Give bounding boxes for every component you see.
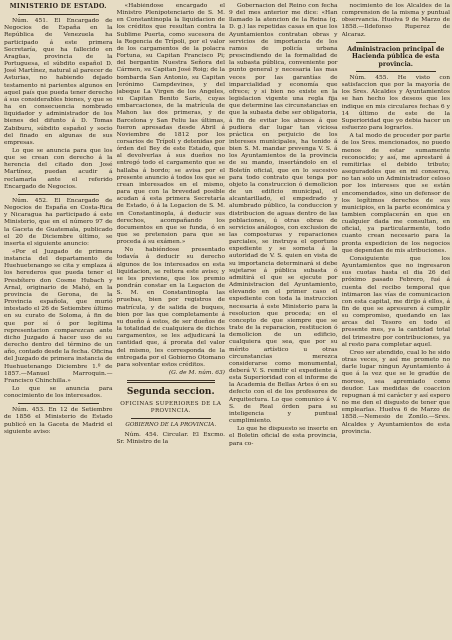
article-451-note: Lo que se anuncia para que los que se crean con derecho á la herencia del citado don José Martínez, puedan acudir á reclamarla ante el referido Encargado de Negocios. [4,147,113,190]
divider [18,194,99,195]
article-454-start: Núm. 454. Circular. El Excmo. Sr. Ministro de la [116,431,225,445]
article-452-note: Lo que se anuncia para conocimiento de los interesados. [4,385,113,400]
divider [356,42,437,43]
divider [18,14,99,15]
article-455-p3: Consiguiente que los Ayuntamientos que no ingresaron sus cuotas hasta el dia 26 del próximo pasado Febrero, fué á cuenta del recibo temporal que intimaron las vías de comunicacion con esta capital, me dirijo á ellos, á fin de que se apresuren á cumplir su compromiso, quedando en las arcas del Tesoro en todo el presente mes, ya la cantidad total del trimestre por contribuciones, ya al resto para completar aquel. [341,255,450,348]
article-453-quote: «Habiéndose encargado el Ministro Plenipotenciario de S. M. en Constantinopla la liquidacion de los créditos que resultan contra la Sublime Puerta, como sucesora de la Regencia de Trípoli, por el valor de los cargamentos de la polacra Fortuna, su Capitan Francisco Pi; del bergantin Nuestra Señora del Cármen, su Capitan José Roig; de la bombarda San Antonio, su Capitan Jerónimo Campdevines, y del jabeque La Virgen de los Angeles, su Capitan Benito Saris, cuyas embarcaciones, de la matrícula de Mahon las dos primeras, y de Barcelona y San Feliu las últimas, fueron apresadas desde Abril á Noviembre de 1812 por los corsarios de Trípoli y detenidas por órden del Bey de este Estado, que al devolverlas á sus dueños no entregó todo el cargamento que se hallaba á bordo; se avisa por el presente anuncio á todos los que se crean interesados en el mismo, para que con la brevedad posible acudan á esta primera Secretaría de Estado, ó á la Legacion de S. M. en Constantinopla, á deducir sus derechos, acompañando los documentos en que se funda, ó en que se pretension para que se proceda á su exámen.» [116,3,225,246]
article-451: Núm. 451. El Encargado de Negocios de España en la República de Venezuela ha participado á este primera Secretaría, que ha fallecido en Aragüas, provincia de la Portuguesa, el súbdito español D. José Martínez, natural al parecer de Asturias, no habiendo dejado testamento ni parientes algunos en aquel país que pueda tener derecho á sus considerables bienes, y que se ha en consecuencia nombrado liquidador y administrador de los bienes del difunto á D. Tomas Zabiburu, súbdito español y socio del finado en algunas de sus empresas. [4,18,113,146]
article-455: Núm. 455. He visto con satisfaccion que por la mayoría de los Sres. Alcaldes y Ayuntamientos se han hecho los deseos que les indique en mis circulares fechas 6 y 14 último de este de la Superioridad que yo debia hacer un esfuerzo para lograrlos. [341,75,450,132]
article-452-quote: «Por el Juzgado de primera instancia del departamento de Huehuetenango se cita y emplaza á los herederos que pueda tener el Presbítero don Cosme Hubach y Arnal, originario de Mahó, en la provincia de Gerona, de la Provincia española, que murió intestado el 26 de Setiembre último en su curato de Soloma, á fin de que por sí ó por legítima representacion comparezcan ante dicho Juzgado á hacer uso de su derecho dentro del término de un año, contado desde la fecha. Oficina del Juzgado de primera instancia de Huehuetenango Diciembre 1.º de 1857.—Manuel Marroquin.—Francisco Chinchilla.» [4,249,113,384]
article-455-p2: A tal modo de proceder por parte de los Sres. mencionados, no puedo menos de estar sumamente reconocido; y así, me aprestaré á remitirlas el debido tributo; aseguradoles que en mi conserva, no tan solo un Administrador celoso por los intereses que se están encomendados, sino un defensor de los legítimos derechos de sus municipios, en la parte económica y tambien complacerán en que en cualquier dada me consultan, en oficial, ya particularmente, todo cuanto crean necesario para la pronta expedicion de los negocios que dependan de mis atribuciones. [341,133,450,254]
column-1 [4,3,113,640]
item-heading-hacienda: Administracion principal de Hacienda pública de esta provincia. [347,45,445,68]
section-subtitle: OFICINAS SUPERIORES DE LA PROVINCIA. [120,401,222,415]
article-454-note: Lo que he dispuesto se inserte en el Boletin oficial de esta provincia, para co- [229,426,338,447]
gazette-reference: (G. de M. núm. 63) [168,369,225,376]
article-453: Núm. 453. En 12 de Setiembre de 1856 el Ministerio de Estado publicó en la Gaceta de Madrid el siguiente aviso: [4,407,113,435]
divider [131,418,212,419]
divider-double [127,380,216,383]
article-452: Núm. 452. El Encargado de Negocios de España en Costa-Rica y Nicaragua ha participado á este Ministerio, que en el número 97 de la Gaceta de Guatemala, publicado el 20 de Diciembre último, se inserta el siguiente anuncio: [4,197,113,247]
divider [356,71,437,72]
section-subtitle-gobierno: GOBIERNO DE LA PROVINCIA. [125,422,217,429]
section-header-ministerio: MINISTERIO DE ESTADO. [9,3,107,10]
article-454-body: Gobernacion del Reino con fecha 9 del mes anterior me dice: «Han llamado la atencion de la Reina (q. D. g.) las repetidas casas en que los Ayuntamientos contratan obras y servicios de importancia de los ramos de policía urbana prescindiendo de la formalidad de la subasta pública, conveniente por punto general y necesaria las mas veces por las garantías de imparcialidad y economía que ofrece; y si bien no existe en la legislacion vigente una regla fija que determine las circunstancias en que la subasta debe ser obligatoria, á fin de evitar los abusos á que pudiera dar lugar tan viciosa práctica en perjuicio de los intereses municipales, ha tenido á bien S. M. mandar prevenga V. S. á los Ayuntamientos de la provincia de su mando, insertándolo en el Boletín oficial, que en lo sucesivo para todo contrato que tenga por objeto la construccion ó demolicion de un edificio municipal, el alcantarillado, el empedrado y alumbrado público, la conduccion y distribucion de aguas dentro de las poblaciones, ú otras obras de servicios análogos, con exclusion de las composturas y reparaciones parciales, se instruya el oportuno expediente y se someta á la autoridad de V. S. quien en vista de su importancia determinará si debe sujetarse á pública subasta ó admitirá el que se ejecute por Administracion del Ayuntamiento, elevando en el primer caso el expediente con toda la instruccion necesaria á este Ministerio para la resolucion que proceda; en el concepto de que siempre que se trate de la reparacion, restitucion ó demolicion de un edificio, cualquiera que sea, que por su mérito artístico u otras circunstancias merezca considerarse como monumental, deberá V. S. remitir el expediente á esta Superioridad con el informe de la Academia de Bellas Artes ó en su defecto con el de los profesores de Arquitectura. Lo que comunico á V. S. de Real órden para su inteligencia y puntual cumplimiento. [229,3,338,425]
column-2 [117,3,226,640]
column-3 [229,3,338,640]
divider [18,403,99,404]
article-455-p4: Creo ser atendido, cual lo he sido otras veces, y así me prometo no darle lugar ningun Ayuntamiento á que á la vez que se le gradúe de moroso, sea apremiado como deudor. Las medidas de coaccion repugnan á mi carácter y así espero no me den el disgusto de tener que emplearlas. Huelva 6 de Marzo de 1858.—Nemesio de Zonilo.—Sres. Alcaldes y Ayuntamientos de esta provincia. [341,349,450,435]
article-454-end: nocimiento de los Alcaldes de la comprension de la misma y puntual observancia. Huelva 9 de Marzo de 1858.—Ildefonso Ruperez de Alcaraz. [341,3,450,38]
section-title: Segunda seccion. [126,387,215,398]
article-453-reiteration: No habiéndose presentado todavía á deducir su derecho algunos de los interesados en esta liquidacion, se reitera este aviso; y se les previene, que los premio pondrán constar en la Legacion de S. M. en Constantinopla las pruebas, bien por registros de matrícula, y de salida de buques, bien por las que completamente á su dueño á estos, de ser dueños de la totalidad de cualquiera de dichos cargamentos, se les adjudicará la cantidad que, á prorata del valor del mismo, les corresponda de la entregada por el Gobierno Otomano para solventar estos créditos. [116,247,225,368]
column-4 [342,3,451,640]
